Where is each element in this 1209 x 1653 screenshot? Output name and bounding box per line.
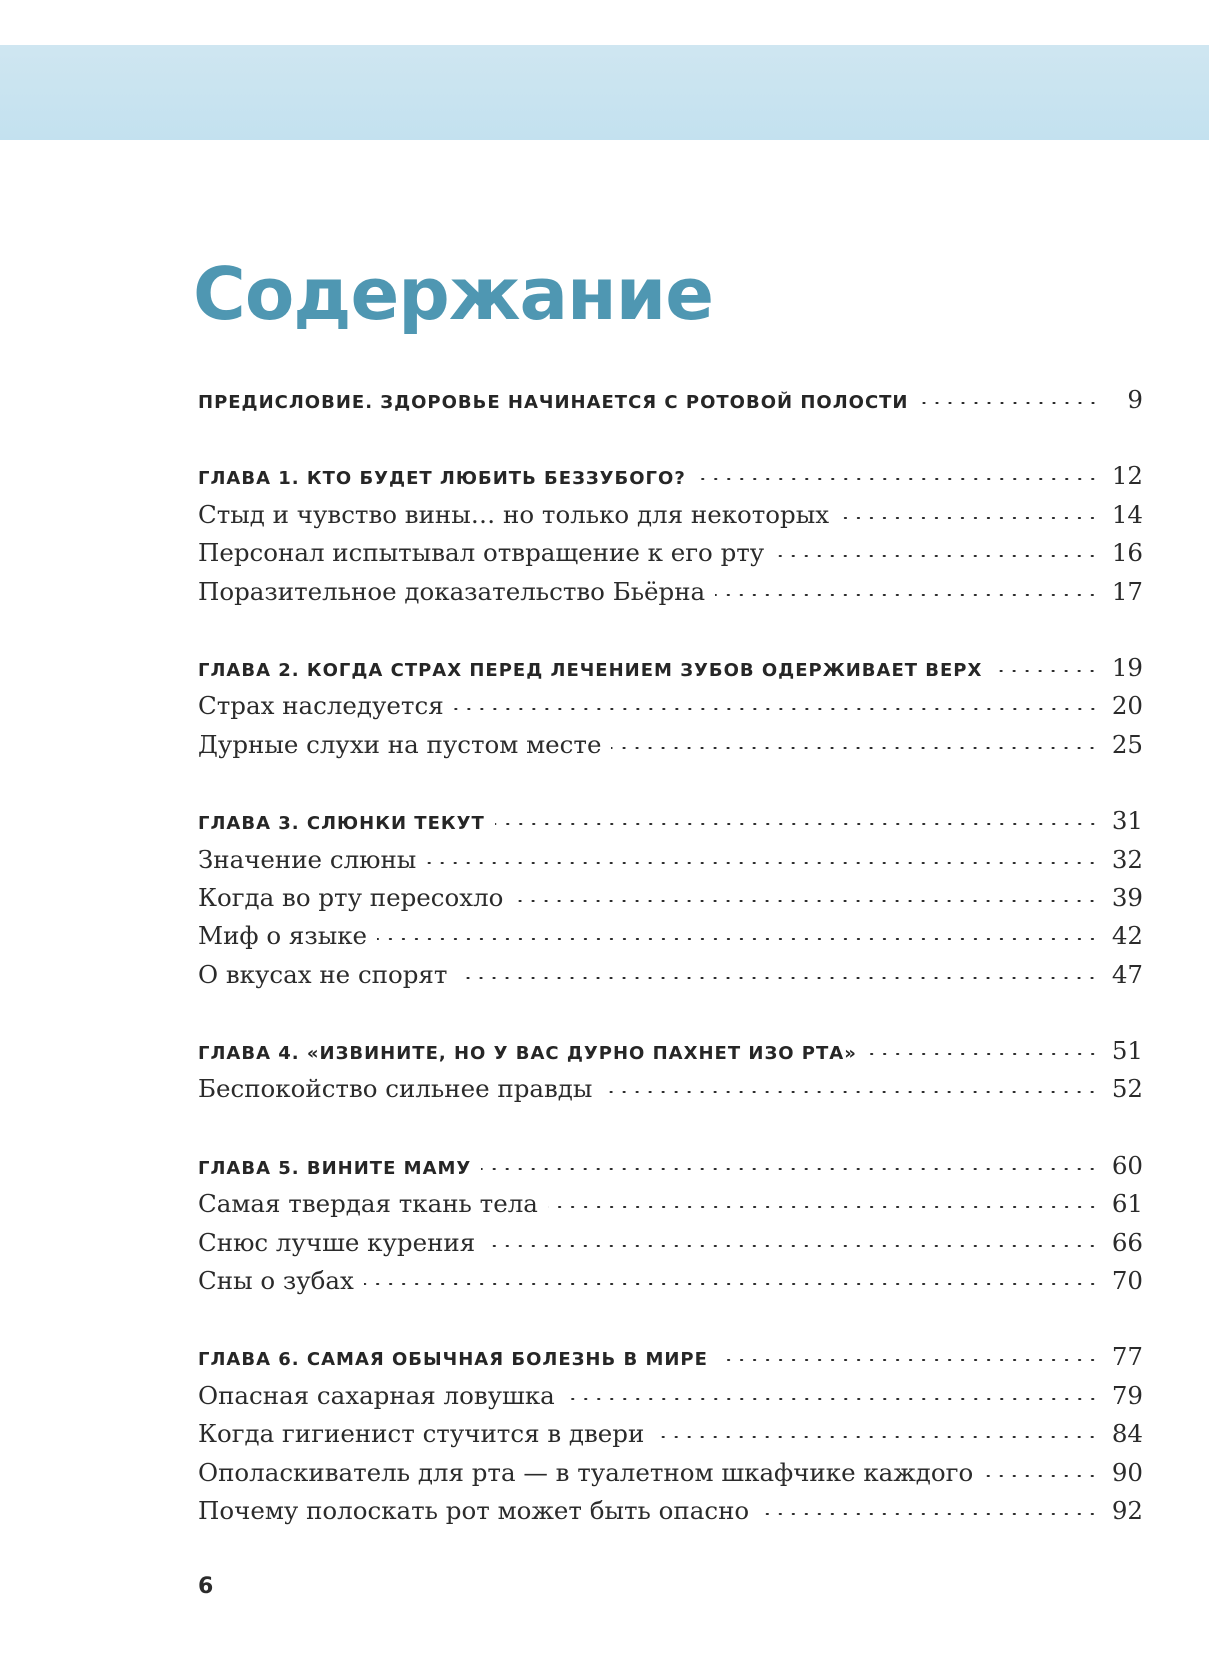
dot-leader <box>454 708 1099 710</box>
toc-entry-row <box>198 730 1143 768</box>
toc-entry-row <box>198 538 1143 576</box>
dot-leader <box>654 1436 1099 1438</box>
toc-chapter-row <box>198 1342 1143 1380</box>
entry-page-number: 9 <box>1127 385 1143 414</box>
entry-title: Страх наследуется <box>198 691 444 721</box>
entry-title: Беспокойство сильнее правды <box>198 1074 593 1104</box>
chapter-title: ПРЕДИСЛОВИЕ. ЗДОРОВЬЕ НАЧИНАЕТСЯ С РОТОВОЙ ПОЛОСТИ <box>198 392 909 413</box>
entry-title: Самая твердая ткань тела <box>198 1189 538 1219</box>
entry-page-number: 19 <box>1111 652 1143 682</box>
dot-leader <box>839 517 1099 519</box>
toc-entry-row <box>198 1228 1143 1266</box>
toc-section <box>198 385 1143 423</box>
entry-title: Ополаскиватель для рта — в туалетном шкафчике каждого <box>198 1457 974 1487</box>
entry-title: Сны о зубах <box>198 1266 354 1296</box>
entry-page-number: 52 <box>1111 1074 1143 1104</box>
entry-page-number: 31 <box>1111 806 1143 836</box>
entry-title: Поразительное доказательство Бьёрна <box>198 576 706 606</box>
entry-page-number: 66 <box>1111 1227 1143 1257</box>
dot-leader <box>611 747 1099 749</box>
entry-title: Миф о языке <box>198 921 368 951</box>
toc-entry-row <box>198 883 1143 921</box>
chapter-title: ГЛАВА 6. САМАЯ ОБЫЧНАЯ БОЛЕЗНЬ В МИРЕ <box>198 1349 708 1371</box>
table-of-contents <box>198 385 1143 1572</box>
entry-title: Опасная сахарная ловушка <box>198 1380 555 1410</box>
entry-page-number: 79 <box>1111 1380 1143 1410</box>
toc-chapter-row <box>198 1036 1143 1074</box>
toc-chapter-row <box>198 806 1143 844</box>
dot-leader <box>715 594 1099 596</box>
dot-leader <box>377 938 1099 940</box>
toc-entry-row <box>198 1074 1143 1112</box>
dot-leader <box>774 555 1099 557</box>
dot-leader <box>565 1398 1099 1400</box>
entry-page-number: 92 <box>1111 1495 1143 1525</box>
dot-leader <box>919 402 1100 404</box>
dot-leader <box>457 977 1099 979</box>
entry-title: Значение слюны <box>198 844 417 874</box>
entry-page-number: 90 <box>1111 1457 1143 1487</box>
chapter-title: ГЛАВА 4. «ИЗВИНИТЕ, НО У ВАС ДУРНО ПАХНЕТ ИЗО РТА» <box>198 1043 857 1065</box>
dot-leader <box>495 823 1099 825</box>
entry-page-number: 84 <box>1111 1419 1143 1449</box>
entry-page-number: 25 <box>1111 729 1143 759</box>
entry-title: Дурные слухи на пустом месте <box>198 729 602 759</box>
entry-title: Почему полоскать рот может быть опасно <box>198 1495 750 1525</box>
entry-page-number: 60 <box>1111 1150 1143 1180</box>
entry-page-number: 20 <box>1111 691 1143 721</box>
page-title: Содержание <box>193 252 714 336</box>
entry-page-number: 70 <box>1111 1266 1143 1296</box>
toc-entry-row <box>198 1419 1143 1457</box>
toc-chapter-row <box>198 1151 1143 1189</box>
entry-page-number: 12 <box>1111 461 1143 491</box>
entry-page-number: 17 <box>1111 576 1143 606</box>
entry-title: Когда гигиенист стучится в двери <box>198 1419 645 1449</box>
entry-page-number: 16 <box>1111 538 1143 568</box>
chapter-title: ГЛАВА 1. КТО БУДЕТ ЛЮБИТЬ БЕЗЗУБОГО? <box>198 468 686 490</box>
dot-leader <box>481 1168 1099 1170</box>
entry-page-number: 39 <box>1111 882 1143 912</box>
toc-section <box>198 461 1143 615</box>
page-number: 6 <box>198 1574 214 1599</box>
dot-leader <box>867 1053 1099 1055</box>
toc-entry-row <box>198 1496 1143 1534</box>
dot-leader <box>485 1245 1099 1247</box>
entry-page-number: 14 <box>1111 499 1143 529</box>
toc-entry-row <box>198 1458 1143 1496</box>
toc-chapter-row <box>198 385 1143 423</box>
header-band <box>0 45 1209 140</box>
dot-leader <box>548 1206 1099 1208</box>
entry-title: Когда во рту пересохло <box>198 882 504 912</box>
entry-page-number: 47 <box>1111 959 1143 989</box>
dot-leader <box>992 670 1099 672</box>
toc-entry-row <box>198 921 1143 959</box>
entry-page-number: 32 <box>1111 844 1143 874</box>
dot-leader <box>602 1091 1099 1093</box>
toc-entry-row <box>198 960 1143 998</box>
entry-page-number: 61 <box>1111 1189 1143 1219</box>
dot-leader <box>426 862 1099 864</box>
entry-title: Снюс лучше курения <box>198 1227 476 1257</box>
toc-section <box>198 653 1143 768</box>
entry-page-number: 42 <box>1111 921 1143 951</box>
entry-title: Стыд и чувство вины… но только для некоторых <box>198 499 830 529</box>
dot-leader <box>364 1283 1099 1285</box>
dot-leader <box>759 1513 1099 1515</box>
toc-entry-row <box>198 691 1143 729</box>
dot-leader <box>983 1475 1099 1477</box>
toc-entry-row <box>198 845 1143 883</box>
dot-leader <box>718 1359 1099 1361</box>
dot-leader <box>696 478 1099 480</box>
toc-entry-row <box>198 1266 1143 1304</box>
entry-page-number: 51 <box>1111 1036 1143 1066</box>
chapter-title: ГЛАВА 2. КОГДА СТРАХ ПЕРЕД ЛЕЧЕНИЕМ ЗУБОВ ОДЕРЖИВАЕТ ВЕРХ <box>198 659 983 681</box>
toc-section <box>198 1036 1143 1113</box>
toc-entry-row <box>198 577 1143 615</box>
entry-page-number: 77 <box>1111 1342 1143 1372</box>
toc-chapter-row <box>198 653 1143 691</box>
toc-section <box>198 1151 1143 1305</box>
toc-chapter-row <box>198 461 1143 499</box>
chapter-title: ГЛАВА 3. СЛЮНКИ ТЕКУТ <box>198 813 485 835</box>
entry-title: Персонал испытывал отвращение к его рту <box>198 538 765 568</box>
toc-section <box>198 1342 1143 1534</box>
entry-title: О вкусах не спорят <box>198 959 448 989</box>
toc-section <box>198 806 1143 998</box>
toc-entry-row <box>198 1381 1143 1419</box>
dot-leader <box>513 900 1099 902</box>
toc-entry-row <box>198 1189 1143 1227</box>
toc-entry-row <box>198 500 1143 538</box>
chapter-title: ГЛАВА 5. ВИНИТЕ МАМУ <box>198 1157 472 1179</box>
